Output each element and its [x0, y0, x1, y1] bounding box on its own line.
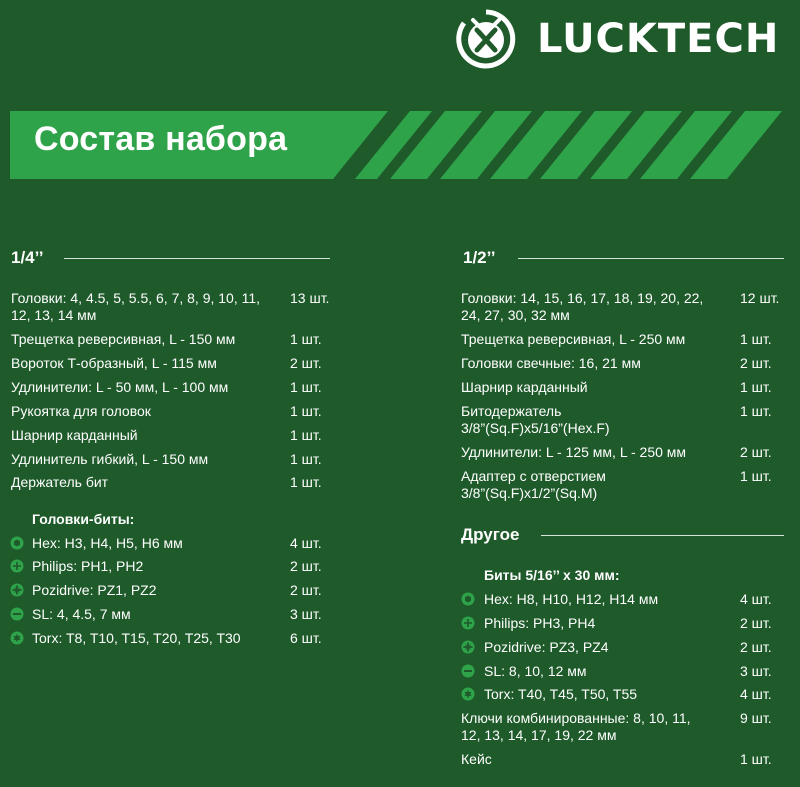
brand-logo [455, 8, 779, 70]
cross-circle-icon [455, 8, 517, 70]
right-divider [518, 258, 784, 259]
item-qty: 4 шт. [740, 591, 772, 607]
list-item: Адаптер с отверстием 3/8”(Sq.F)x1/2”(Sq.M) [461, 468, 606, 501]
list-item: Torx: T8, T10, T15, T20, T25, T30 [32, 630, 241, 646]
philips-icon [461, 616, 475, 630]
item-qty: 1 шт. [740, 751, 772, 767]
item-qty: 1 шт. [290, 379, 322, 395]
item-qty: 9 шт. [740, 710, 772, 726]
item-qty: 2 шт. [740, 615, 772, 631]
item-qty: 2 шт. [290, 355, 322, 371]
list-item: Головки: 14, 15, 16, 17, 18, 19, 20, 22, 24, 27, 30, 32 мм [461, 290, 704, 323]
item-qty: 3 шт. [740, 663, 772, 679]
bits-heading: Биты 5/16’’ х 30 мм: [484, 567, 620, 583]
slot-icon [461, 664, 475, 678]
item-qty: 1 шт. [290, 427, 322, 443]
item-qty: 2 шт. [290, 558, 322, 574]
banner-title: Состав набора [34, 120, 288, 158]
list-item: Pozidrive: PZ1, PZ2 [32, 582, 157, 598]
left-heading: 1/4’’ [11, 248, 44, 267]
item-qty: 2 шт. [290, 582, 322, 598]
list-item: Удлинитель гибкий, L - 150 мм [11, 451, 209, 467]
list-item: Вороток Т-образный, L - 115 мм [11, 355, 217, 371]
torx-icon [10, 631, 24, 645]
item-qty: 4 шт. [740, 686, 772, 702]
item-qty: 1 шт. [290, 403, 322, 419]
item-qty: 1 шт. [740, 403, 772, 419]
item-qty: 6 шт. [290, 630, 322, 646]
bits-heading: Головки-биты: [32, 511, 135, 527]
list-item: Шарнир карданный [11, 427, 138, 443]
pozidrive-icon [461, 640, 475, 654]
list-item: Держатель бит [11, 474, 109, 490]
list-item: Pozidrive: PZ3, PZ4 [484, 639, 609, 655]
list-item: Ключи комбинированные: 8, 10, 11, 12, 13, 14, 17, 19, 22 мм [461, 710, 691, 743]
list-item: Шарнир карданный [461, 379, 588, 395]
list-item: Трещетка реверсивная, L - 250 мм [461, 331, 686, 347]
brand-name: LUCKTECH [537, 16, 780, 62]
item-qty: 2 шт. [740, 639, 772, 655]
hex-icon [461, 592, 475, 606]
philips-icon [10, 559, 24, 573]
item-qty: 12 шт. [740, 290, 780, 306]
slot-icon [10, 607, 24, 621]
right-heading: 1/2’’ [463, 248, 496, 267]
other-divider [541, 535, 784, 536]
list-item: Кейс [461, 751, 492, 767]
list-item: SL: 8, 10, 12 мм [484, 663, 587, 679]
list-item: Битодержатель 3/8”(Sq.F)x5/16”(Hex.F) [461, 403, 610, 436]
item-qty: 2 шт. [740, 444, 772, 460]
item-qty: 2 шт. [740, 355, 772, 371]
item-qty: 1 шт. [290, 451, 322, 467]
item-qty: 1 шт. [290, 474, 322, 490]
list-item: SL: 4, 4.5, 7 мм [32, 606, 131, 622]
list-item: Hex: H8, H10, H12, H14 мм [484, 591, 659, 607]
item-qty: 1 шт. [740, 331, 772, 347]
pozidrive-icon [10, 583, 24, 597]
left-divider [64, 258, 330, 259]
item-qty: 13 шт. [290, 290, 330, 306]
item-qty: 1 шт. [740, 379, 772, 395]
list-item: Torx: T40, T45, T50, T55 [484, 686, 638, 702]
item-qty: 4 шт. [290, 535, 322, 551]
list-item: Удлинители: L - 125 мм, L - 250 мм [461, 444, 687, 460]
list-item: Головки: 4, 4.5, 5, 5.5, 6, 7, 8, 9, 10, 11, 12, 13, 14 мм [11, 290, 261, 323]
hex-icon [10, 536, 24, 550]
list-item: Удлинители: L - 50 мм, L - 100 мм [11, 379, 229, 395]
list-item: Головки свечные: 16, 21 мм [461, 355, 641, 371]
item-qty: 1 шт. [290, 331, 322, 347]
list-item: Hex: H3, H4, H5, H6 мм [32, 535, 183, 551]
other-heading: Другое [461, 525, 520, 544]
list-item: Philips: PH1, PH2 [32, 558, 144, 574]
item-qty: 1 шт. [740, 468, 772, 484]
list-item: Рукоятка для головок [11, 403, 151, 419]
torx-icon [461, 687, 475, 701]
item-qty: 3 шт. [290, 606, 322, 622]
list-item: Philips: PH3, PH4 [484, 615, 596, 631]
list-item: Трещетка реверсивная, L - 150 мм [11, 331, 236, 347]
